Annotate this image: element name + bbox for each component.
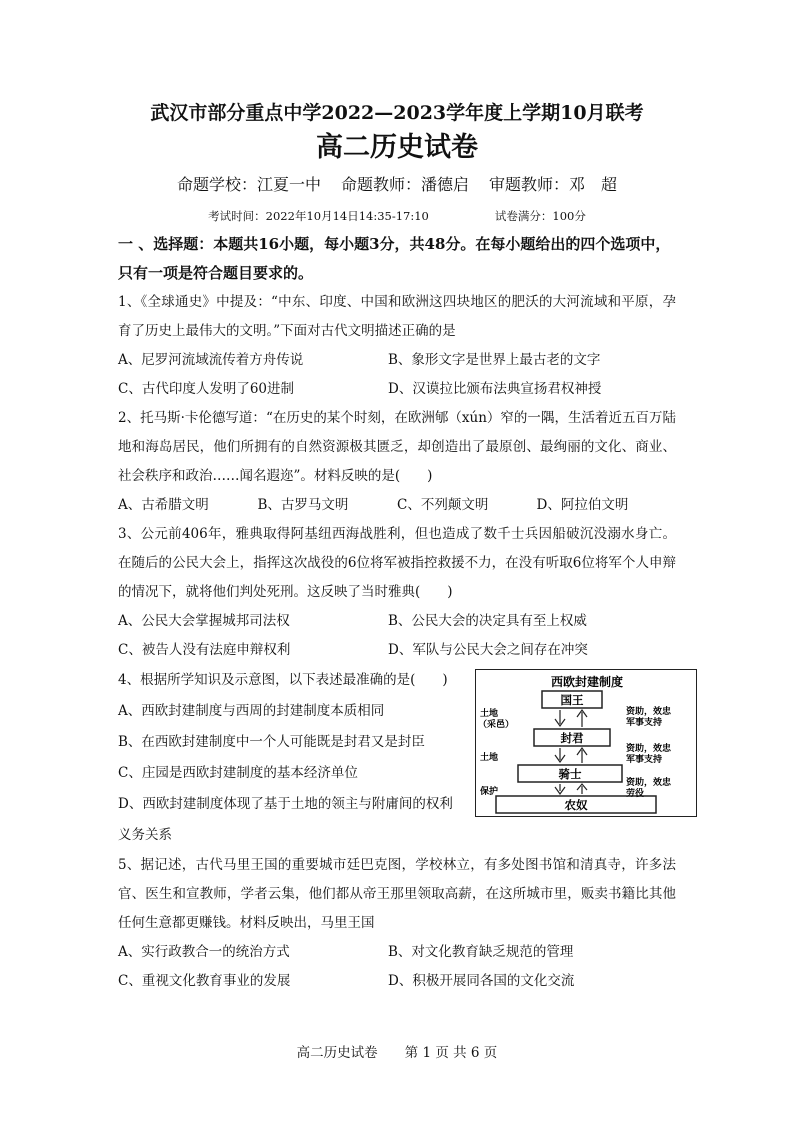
q2-option-a: A、古希腊文明 xyxy=(118,497,209,513)
q1-option-c: C、古代印度人发明了60进制 xyxy=(118,381,295,397)
label-land-2: 土地 xyxy=(480,753,499,763)
level-lord: 封君 xyxy=(560,731,584,745)
diagram-title: 西欧封建制度 xyxy=(550,675,624,689)
section-heading: 一 、选择题：本题共16小题，每小题3分，共48分。在每小题给出的四个选项中，只有一项是符合题目要求的。 xyxy=(118,235,671,282)
q2-option-c: C、不列颠文明 xyxy=(397,497,489,513)
feudal-system-svg xyxy=(476,670,698,818)
label-aid-2: 资助，效忠 xyxy=(626,744,672,754)
question-2-options xyxy=(118,491,676,520)
q1-option-d: D、汉谟拉比颁布法典宣扬君权神授 xyxy=(388,381,602,397)
setter-school: 命题学校：江夏一中 xyxy=(176,175,321,194)
q4-option-b: B、在西欧封建制度中一个人可能既是封君又是封臣 xyxy=(118,734,425,750)
down-arrow-2 xyxy=(555,748,565,762)
q4-option-a: A、西欧封建制度与西周的封建制度本质相同 xyxy=(118,703,385,719)
q3-option-d: D、军队与公民大会之间存在冲突 xyxy=(388,642,588,658)
exam-time: 考试时间：2022年10月14日14:35-17:10 xyxy=(208,209,429,223)
question-5-stem: 5、据记述，古代马里王国的重要城市廷巴克图，学校林立，有多处图书馆和清真寺，许多法官、医生和宣教师，学者云集，他们都从帝王那里领取高薪，在这所城市里，贩卖书籍比其他任何生意都更赚钱。材料反映出，马里王国 xyxy=(118,857,676,931)
question-1-stem: 1、《全球通史》中提及：“中东、印度、中国和欧洲这四块地区的肥沃的大河流域和平原，孕育了历史上最伟大的文明。”下面对古代文明描述正确的是 xyxy=(118,294,676,339)
q1-option-a: A、尼罗河流域流传着方舟传说 xyxy=(118,352,304,368)
label-military-1: 军事支持 xyxy=(626,718,663,728)
question-5-options xyxy=(118,938,676,996)
q5-option-a: A、实行政教合一的统治方式 xyxy=(118,944,290,960)
q2-option-d: D、阿拉伯文明 xyxy=(536,497,629,513)
exam-setters xyxy=(118,172,676,198)
question-2-stem: 2、托马斯·卡伦德写道：“在历史的某个时刻，在欧洲郇（xún）窄的一隅，生活着近五百万陆地和海岛居民，他们所拥有的自然资源极其匮乏，却创造出了最原创、最绚丽的文化、商业、社会秩序和政治……闻名遐迩”。材料反映的是( ) xyxy=(118,410,676,484)
full-score: 试卷满分：100分 xyxy=(494,209,586,223)
question-4-text xyxy=(118,665,463,851)
down-arrow-1 xyxy=(555,710,565,726)
question-1-options xyxy=(118,346,676,404)
label-fief: （采邑） xyxy=(478,720,515,730)
exam-header-title: 武汉市部分重点中学2022—2023学年度上学期10月联考 xyxy=(150,102,644,124)
question-3-options xyxy=(118,607,676,665)
level-serf: 农奴 xyxy=(564,798,588,812)
up-arrow-1 xyxy=(577,710,587,727)
q2-option-b: B、古罗马文明 xyxy=(257,497,349,513)
exam-meta xyxy=(118,206,676,226)
q5-option-b: B、对文化教育缺乏规范的管理 xyxy=(388,944,574,960)
down-arrow-3 xyxy=(555,784,565,794)
setter-teacher: 命题教师：潘德启 xyxy=(340,175,469,194)
label-protection: 保护 xyxy=(480,787,499,797)
up-arrow-3 xyxy=(577,784,587,794)
q5-option-d: D、积极开展同各国的文化交流 xyxy=(388,973,575,989)
page-footer: 高二历史试卷 第 1 页 共 6 页 xyxy=(296,1045,498,1061)
q3-option-a: A、公民大会掌握城邦司法权 xyxy=(118,613,290,629)
level-knight: 骑士 xyxy=(558,767,582,781)
question-4-stem: 4、根据所学知识及示意图，以下表述最准确的是( ) xyxy=(118,672,448,688)
q3-option-b: B、公民大会的决定具有至上权威 xyxy=(388,613,587,629)
q5-option-c: C、重视文化教育事业的发展 xyxy=(118,973,291,989)
feudal-system-diagram xyxy=(475,669,697,817)
q4-option-d: D、西欧封建制度体现了基于土地的领主与附庸间的权利 xyxy=(118,796,453,812)
question-3-stem: 3、公元前406年，雅典取得阿基纽西海战胜利，但也造成了数千士兵因船破沉没溺水身亡。在随后的公民大会上，指挥这次战役的6位将军被指控救援不力，在没有听取6位将军个人申辩的情况下，就将他们判处死刑。这反映了当时雅典( ) xyxy=(118,526,676,600)
q3-option-c: C、被告人没有法庭申辩权利 xyxy=(118,642,291,658)
q1-option-b: B、象形文字是世界上最古老的文字 xyxy=(388,352,601,368)
q4-option-d-cont: 义务关系 xyxy=(118,827,172,843)
up-arrow-2 xyxy=(577,748,587,763)
level-king: 国王 xyxy=(560,693,584,707)
label-aid-3: 资助，效忠 xyxy=(626,778,672,788)
label-labor: 劳役 xyxy=(626,789,645,799)
reviewer-teacher: 审题教师：邓 超 xyxy=(489,175,618,194)
exam-subject-title: 高二历史试卷 xyxy=(316,132,478,163)
label-military-2: 军事支持 xyxy=(626,755,663,765)
label-aid-1: 资助，效忠 xyxy=(626,707,672,717)
label-land-1: 土地 xyxy=(480,709,499,719)
q4-option-c: C、庄园是西欧封建制度的基本经济单位 xyxy=(118,765,358,781)
question-4 xyxy=(118,665,676,851)
